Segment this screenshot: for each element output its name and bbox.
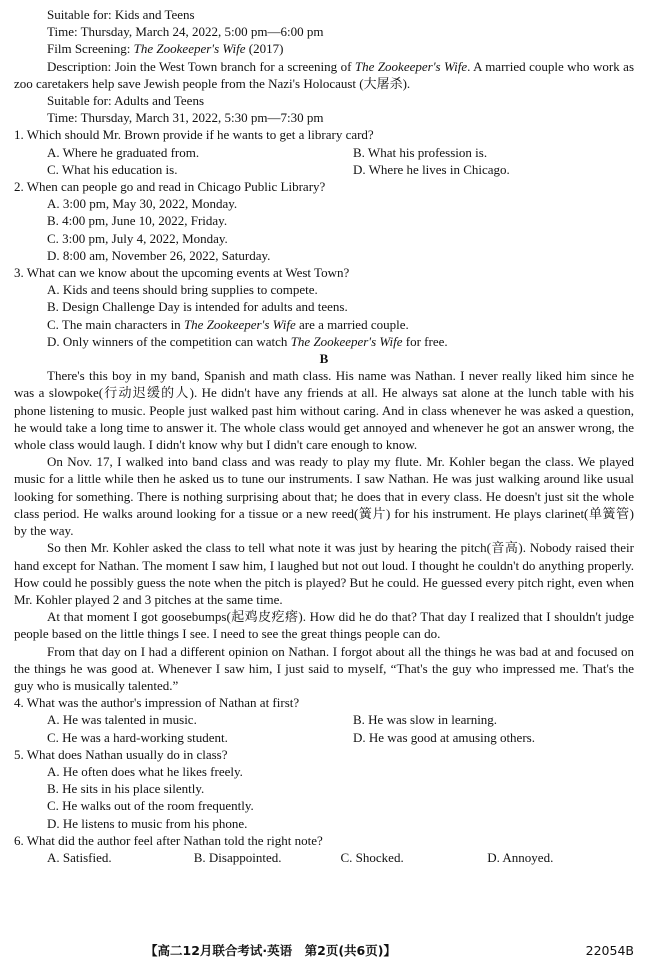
option-c: C. The main characters in The Zookeeper's Wife are a married couple. [47, 316, 409, 332]
option-a: A. 3:00 pm, May 30, 2022, Monday. [47, 196, 238, 212]
section-heading: B [319, 351, 329, 367]
option-d: D. 8:00 am, November 26, 2022, Saturday. [47, 247, 271, 263]
passage-paragraph-2: On Nov. 17, I walked into band class and was ready to play my flute. Mr. Kohler began the class. We played music for a little while then he asked us to tune our instruments. I saw Nathan. He was just walking around like usual looking for something. There is nothing surprising about that; he does that in every class. He doesn't just sit the whole class period. He walks around looking for a tissue or a new reed(簧片) for his instrument. He plays clarinet(单簧管) by the way. [14, 454, 634, 539]
question-stem: 6. What did the author feel after Nathan told the right note? [14, 832, 323, 848]
question-stem: 1. Which should Mr. Brown provide if he wants to get a library card? [14, 127, 374, 143]
option-d: D. He listens to music from his phone. [47, 815, 248, 831]
question-6 [14, 832, 634, 866]
option-c: C. 3:00 pm, July 4, 2022, Monday. [47, 230, 228, 246]
option-d: D. He was good at amusing others. [353, 729, 535, 745]
question-stem: 3. What can we know about the upcoming events at West Town? [14, 265, 350, 281]
passage-paragraph-3: So then Mr. Kohler asked the class to tell what note it was just by hearing the pitch(音高). Nobody raised their hand except for Nathan. The moment I saw him, I laughed but not out loud. I thought he couldn't do anything properly. How could he possibly guess the note when the pitch is played? But he could. He guessed every pitch right, even when Mr. Kohler played 2 and 3 pitches at the same time. [14, 540, 634, 607]
film-screening-line: Film Screening: The Zookeeper's Wife (2017) [47, 41, 284, 57]
option-a: A. Satisfied. [47, 849, 112, 865]
option-c: C. Shocked. [340, 849, 404, 865]
option-a: A. Kids and teens should bring supplies to compete. [47, 282, 318, 298]
question-stem: 2. When can people go and read in Chicago Public Library? [14, 179, 326, 195]
option-c: C. He was a hard-working student. [47, 729, 228, 745]
option-d: D. Where he lives in Chicago. [353, 161, 510, 177]
event-listing [14, 6, 634, 126]
option-b: B. 4:00 pm, June 10, 2022, Friday. [47, 213, 228, 229]
option-b: B. He sits in his place silently. [47, 781, 205, 797]
suitable-for-line-2: Suitable for: Adults and Teens [47, 93, 204, 109]
question-1 [14, 126, 634, 178]
reading-passage [14, 367, 634, 694]
option-b: B. Disappointed. [193, 849, 282, 865]
option-a: A. Where he graduated from. [47, 144, 200, 160]
option-b: B. Design Challenge Day is intended for adults and teens. [47, 299, 348, 315]
question-stem: 4. What was the author's impression of Nathan at first? [14, 695, 300, 711]
suitable-for-line: Suitable for: Kids and Teens [47, 7, 195, 22]
question-5 [14, 746, 634, 832]
option-b: B. He was slow in learning. [353, 712, 498, 728]
option-d: D. Only winners of the competition can watch The Zookeeper's Wife for free. [47, 333, 448, 349]
page-footer [0, 942, 648, 959]
option-b: B. What his profession is. [353, 144, 488, 160]
question-2 [14, 178, 634, 264]
option-d: D. Annoyed. [487, 849, 554, 865]
exam-code: 22054B [585, 943, 634, 958]
option-a: A. He was talented in music. [47, 712, 197, 728]
event-time-line: Time: Thursday, March 24, 2022, 5:00 pm—6:00 pm [47, 24, 324, 40]
option-a: A. He often does what he likes freely. [47, 763, 243, 779]
footer-title: 【高二12月联合考试·英语 第2页(共6页)】 [145, 943, 396, 958]
event-description: Description: Join the West Town branch for a screening of The Zookeeper's Wife. A married couple who work as zoo caretakers help save Jewish people from the Nazi's Holocaust (大屠杀). [14, 58, 634, 91]
option-c: C. What his education is. [47, 161, 178, 177]
passage-paragraph-4: At that moment I got goosebumps(起鸡皮疙瘩). How did he do that? That day I realized that I shouldn't judge people based on the little things I see. I need to see the great things people can do. [14, 609, 634, 642]
question-stem: 5. What does Nathan usually do in class? [14, 746, 228, 762]
event-time-line-2: Time: Thursday, March 31, 2022, 5:30 pm—7:30 pm [47, 110, 324, 126]
question-4 [14, 694, 634, 746]
passage-paragraph-1: There's this boy in my band, Spanish and math class. His name was Nathan. I never really liked him since he was a slowpoke(行动迟缓的人). He didn't have any friends at all. He always sat alone at the lunch table with his phone listening to music. People just walked past him without caring. And in class whenever he was asked a question, he would take a long time to answer it. The whole class would get annoyed and whenever he got an answer wrong, the whole class would laugh. I didn't know why but I didn't care enough to know. [14, 368, 634, 453]
question-3 [14, 264, 634, 350]
passage-paragraph-5: From that day on I had a different opinion on Nathan. I forgot about all the things he was bad at and focused on the things he was good at. Whenever I saw him, I just said to myself, “That's the guy who impressed me. That's the guy who is musically talented.” [14, 643, 634, 693]
option-c: C. He walks out of the room frequently. [47, 798, 254, 814]
